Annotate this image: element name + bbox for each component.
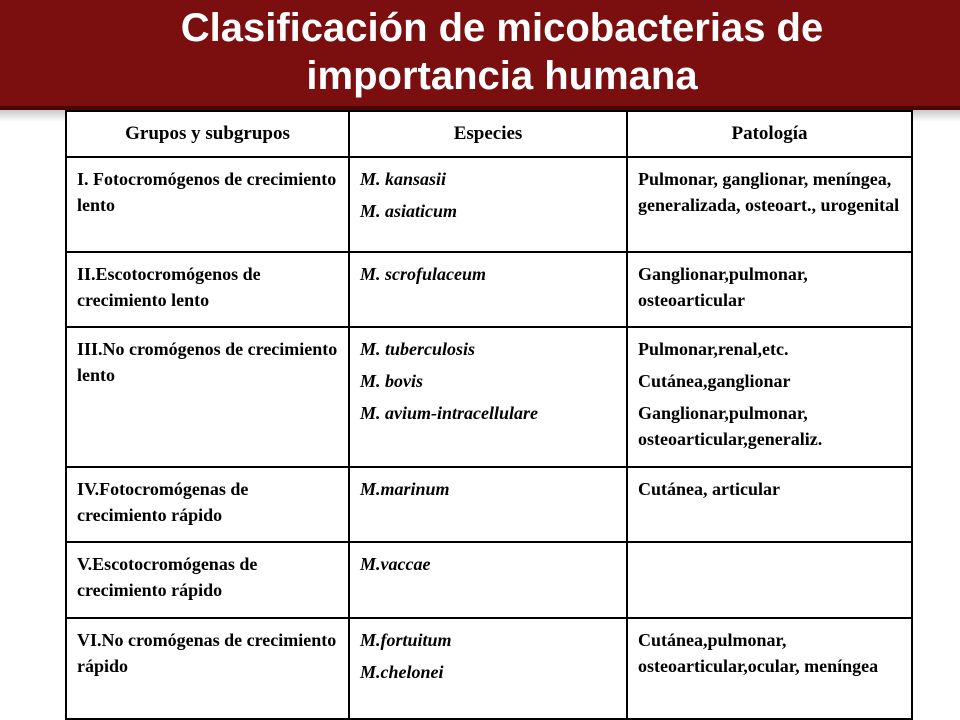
table-body bbox=[66, 157, 912, 719]
cell-group: IV.Fotocromógenas de crecimiento rápido bbox=[66, 467, 349, 542]
pathology-entry: Pulmonar,renal,etc. bbox=[638, 339, 789, 360]
species-name: M. scrofulaceum bbox=[360, 264, 486, 285]
species-name: M. avium-intracellulare bbox=[360, 403, 539, 424]
cell-pathology bbox=[627, 542, 912, 617]
table-row bbox=[66, 327, 912, 467]
pathology-entry: Ganglionar,pulmonar, osteoarticular,generaliz. bbox=[638, 403, 823, 450]
header-pathology: Patología bbox=[627, 111, 912, 157]
species-name: M.vaccae bbox=[360, 554, 431, 575]
cell-pathology bbox=[627, 327, 912, 467]
cell-species bbox=[349, 542, 627, 617]
cell-group: VI.No cromógenas de crecimiento rápido bbox=[66, 618, 349, 719]
species-name: M. tuberculosis bbox=[360, 339, 476, 360]
cell-species bbox=[349, 157, 627, 252]
table-row bbox=[66, 542, 912, 617]
species-name: M.marinum bbox=[360, 479, 450, 500]
pathology-entry: Ganglionar,pulmonar, osteoarticular bbox=[638, 264, 808, 311]
classification-table bbox=[65, 110, 913, 720]
species-name: M.fortuitum bbox=[360, 629, 452, 650]
cell-group: I. Fotocromógenos de crecimiento lento bbox=[66, 157, 349, 252]
species-name: M. kansasii bbox=[360, 169, 447, 189]
header-species: Especies bbox=[349, 111, 627, 157]
accent-strip-right bbox=[910, 110, 960, 122]
cell-species bbox=[349, 467, 627, 542]
pathology-entry: Pulmonar, ganglionar, meníngea, generalizada, osteoart., urogenital bbox=[638, 169, 900, 215]
table-row bbox=[66, 252, 912, 327]
table-header-row bbox=[66, 111, 912, 157]
cell-group: III.No cromógenos de crecimiento lento bbox=[66, 327, 349, 467]
accent-strip-left bbox=[0, 110, 66, 122]
cell-pathology bbox=[627, 618, 912, 719]
table-row bbox=[66, 157, 912, 252]
header-groups: Grupos y subgrupos bbox=[66, 111, 349, 157]
cell-species bbox=[349, 618, 627, 719]
cell-species bbox=[349, 327, 627, 467]
pathology-entry: Cutánea, articular bbox=[638, 479, 780, 500]
cell-group: V.Escotocromógenas de crecimiento rápido bbox=[66, 542, 349, 617]
slide-title: Clasificación de micobacterias de importancia humana bbox=[180, 6, 824, 98]
species-name: M. bovis bbox=[360, 371, 423, 392]
table-row bbox=[66, 618, 912, 719]
cell-pathology bbox=[627, 157, 912, 252]
species-name: M.chelonei bbox=[360, 661, 444, 682]
cell-pathology bbox=[627, 467, 912, 542]
cell-species bbox=[349, 252, 627, 327]
cell-group: II.Escotocromógenos de crecimiento lento bbox=[66, 252, 349, 327]
table-row bbox=[66, 467, 912, 542]
cell-pathology bbox=[627, 252, 912, 327]
species-name: M. asiaticum bbox=[360, 201, 458, 221]
pathology-entry: Cutánea,ganglionar bbox=[638, 371, 791, 392]
pathology-entry: Cutánea,pulmonar, osteoarticular,ocular, meníngea bbox=[638, 629, 879, 676]
